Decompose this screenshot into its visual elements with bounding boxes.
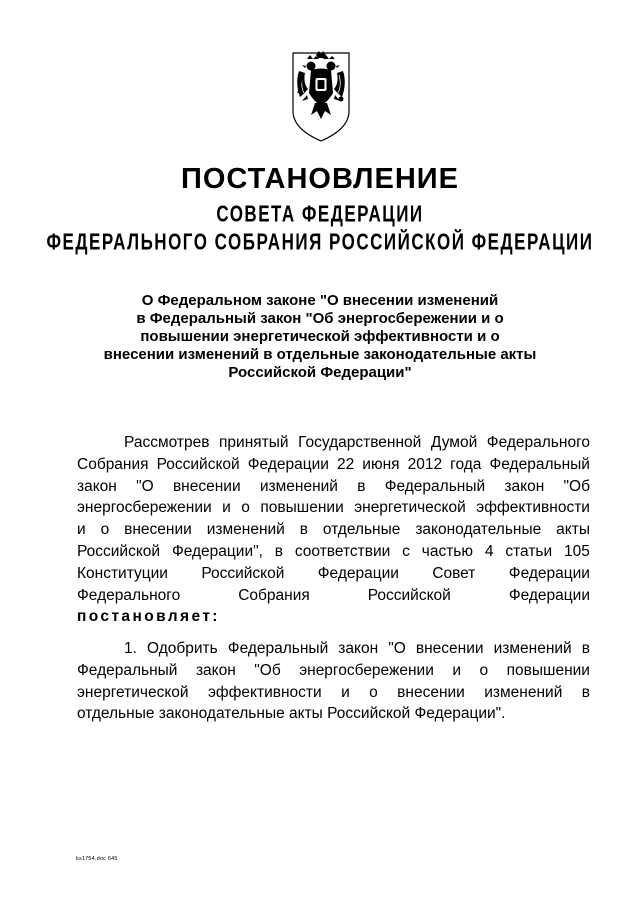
word: изменений [206, 521, 285, 539]
word: Федерального [486, 434, 590, 451]
word: о [241, 499, 250, 517]
word: Федерации", [171, 542, 263, 560]
word: Федерации [508, 564, 590, 582]
word: Федеральный [489, 455, 590, 473]
word: изменений [493, 640, 572, 657]
body-line [77, 476, 590, 498]
issuer-line-2: ФЕДЕРАЛЬНОГО СОБРАНИЯ РОССИЙСКОЙ ФЕДЕРАЦИИ [46, 229, 594, 255]
word: закон [77, 477, 117, 495]
word: энергосбережении [77, 499, 212, 517]
word: статьи [505, 542, 553, 560]
body-line [77, 454, 590, 476]
word: частью [421, 542, 474, 560]
word: "О [136, 477, 154, 495]
word: Собрания [238, 586, 310, 604]
word: законодательные [415, 521, 542, 539]
word: эффективности [207, 683, 322, 701]
word: и [341, 683, 350, 701]
word: энергосбережении [299, 661, 434, 679]
word: Конституции [77, 564, 168, 582]
body-line [77, 432, 590, 454]
word: Федерации [317, 564, 399, 582]
title-line: повышении энергетической эффективности и о [140, 328, 500, 345]
body-line [77, 638, 590, 660]
word: принятый [219, 434, 289, 451]
word: 105 [564, 542, 590, 560]
word: 22 [336, 455, 355, 473]
word: внесении [415, 640, 484, 657]
word: в [581, 640, 590, 657]
word: 4 [484, 542, 494, 560]
body-line [77, 541, 590, 563]
word: Государственной [298, 434, 422, 451]
word: Российской [77, 542, 161, 560]
word: и [222, 499, 231, 517]
issuer-line-1: СОВЕТА ФЕДЕРАЦИИ [216, 201, 424, 227]
word: Федеральный [227, 640, 329, 657]
word: повышении [506, 661, 590, 679]
item-1-last-line: отдельные законодательные акты Российской Федерации". [77, 705, 506, 723]
word: Одобрить [147, 640, 218, 657]
document-title [60, 292, 580, 382]
word: "Об [563, 477, 590, 495]
word: внесении [397, 683, 465, 701]
word: Федерации [247, 455, 329, 473]
title-line: О Федеральном законе "О внесении изменений [141, 292, 499, 309]
word: энергетической [77, 683, 189, 701]
word: о [369, 683, 378, 701]
word: соответствии [294, 542, 391, 560]
word: Думой [430, 434, 478, 451]
title-line: Российской Федерации" [228, 364, 412, 381]
item-1-paragraph [77, 638, 590, 725]
document-kind-heading: ПОСТАНОВЛЕНИЕ [181, 163, 459, 195]
word: о [100, 521, 110, 539]
word: закон [195, 661, 236, 679]
title-line: в Федеральный закон "Об энергосбережении и о [136, 310, 504, 327]
title-line: внесении изменений в отдельные законодательные акты [103, 346, 537, 363]
word: Федеральный [77, 661, 178, 679]
word: внесении [172, 477, 241, 495]
body-line [77, 606, 590, 628]
body-line [77, 660, 590, 682]
word: Рассмотрев [124, 434, 210, 451]
word: повышении [260, 499, 344, 517]
word: закон [338, 640, 379, 657]
word: отдельные [322, 521, 401, 539]
word: и [452, 661, 462, 679]
word: Российской [367, 586, 451, 604]
word: внесении [124, 521, 192, 539]
word: Российской [156, 455, 240, 473]
word: акты [556, 521, 590, 539]
word: 1. [124, 640, 137, 657]
word: в [299, 521, 308, 539]
word: и [77, 521, 86, 539]
word: Федеральный [384, 477, 486, 495]
body-line [77, 703, 590, 725]
preamble-paragraph [77, 432, 590, 628]
word: "Об [254, 661, 281, 679]
word: в [274, 542, 284, 560]
word: в [357, 477, 366, 495]
word: "О [388, 640, 406, 657]
body-line [77, 682, 590, 704]
word: года [450, 455, 482, 473]
word: Совет [432, 564, 476, 582]
word: Федерального [77, 586, 181, 604]
word: Российской [201, 564, 285, 582]
body-line [77, 563, 590, 585]
word: энергетической [354, 499, 466, 517]
word: Собрания [77, 455, 149, 473]
word: эффективности [476, 499, 590, 517]
word: изменений [259, 477, 338, 495]
word: с [402, 542, 410, 560]
body-line [77, 585, 590, 607]
body-line [77, 497, 590, 519]
file-reference: ks1754.doc 645 [76, 856, 118, 862]
word: в [581, 683, 590, 701]
body-line [77, 519, 590, 541]
word: о [479, 661, 489, 679]
word: июня [362, 455, 400, 473]
word: закон [504, 477, 545, 495]
double-headed-eagle-emblem-icon [289, 49, 353, 145]
word: Федерации [508, 586, 590, 604]
word: 2012 [407, 455, 443, 473]
resolves-keyword: постановляет: [77, 608, 220, 626]
word: изменений [484, 683, 563, 701]
